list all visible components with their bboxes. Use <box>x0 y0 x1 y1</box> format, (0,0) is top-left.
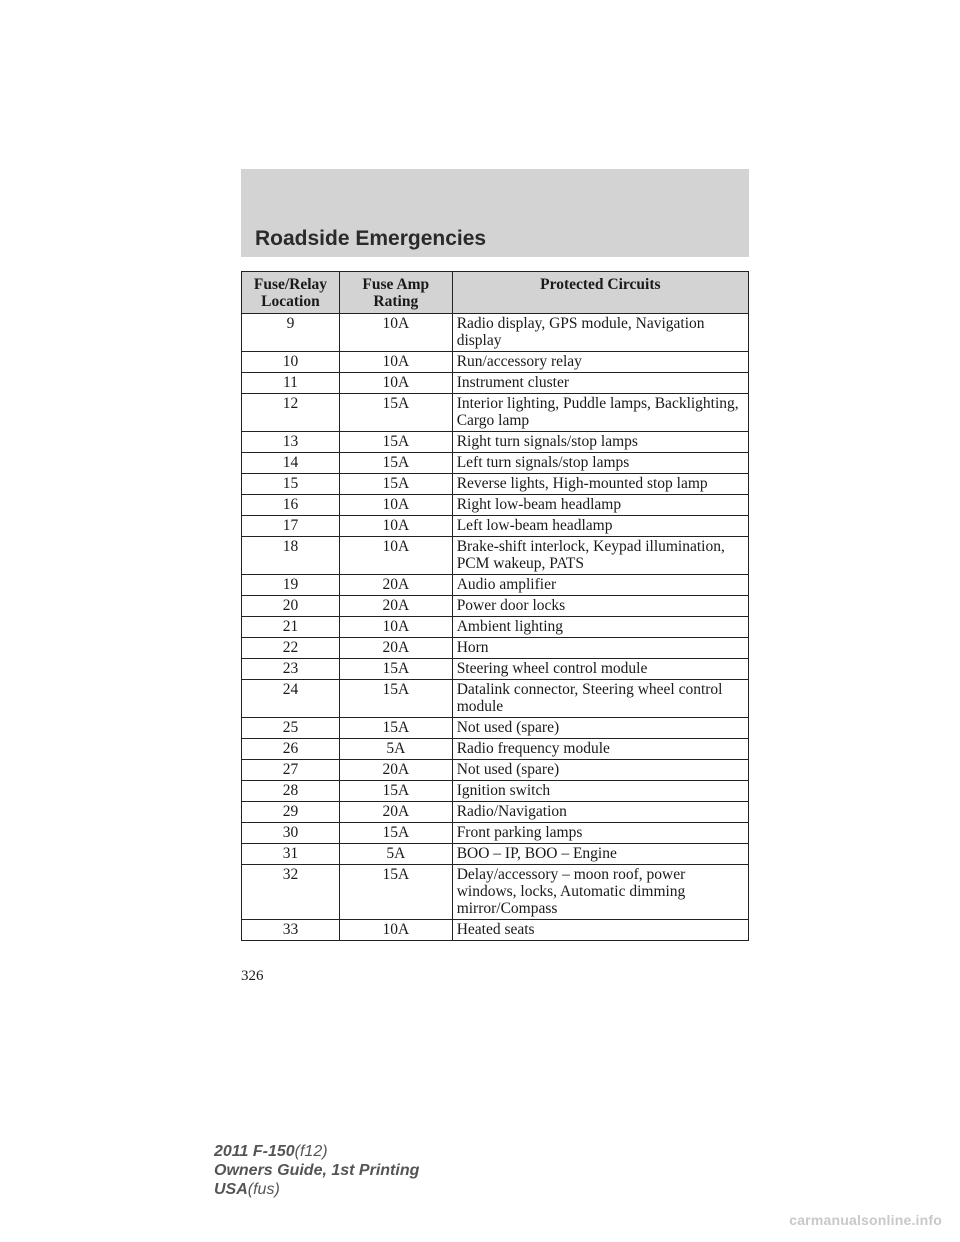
cell-circuits: Right low-beam headlamp <box>452 495 748 516</box>
cell-circuits: Horn <box>452 638 748 659</box>
cell-location: 22 <box>242 638 340 659</box>
cell-rating: 10A <box>339 516 452 537</box>
cell-circuits: Left low-beam headlamp <box>452 516 748 537</box>
cell-rating: 10A <box>339 537 452 575</box>
cell-rating: 10A <box>339 495 452 516</box>
cell-location: 12 <box>242 394 340 432</box>
table-row <box>242 352 749 373</box>
table-row <box>242 575 749 596</box>
cell-rating: 5A <box>339 844 452 865</box>
cell-location: 23 <box>242 659 340 680</box>
table-row <box>242 474 749 495</box>
footer-line-2: Owners Guide, 1st Printing <box>214 1162 420 1179</box>
cell-rating: 15A <box>339 432 452 453</box>
cell-rating: 15A <box>339 823 452 844</box>
cell-rating: 10A <box>339 373 452 394</box>
table-row <box>242 537 749 575</box>
cell-circuits: Radio display, GPS module, Navigation display <box>452 314 748 352</box>
cell-rating: 10A <box>339 314 452 352</box>
cell-location: 31 <box>242 844 340 865</box>
cell-location: 28 <box>242 781 340 802</box>
cell-location: 11 <box>242 373 340 394</box>
cell-rating: 15A <box>339 781 452 802</box>
footer-line-1: 2011 F-150(f12) <box>214 1143 328 1160</box>
cell-rating: 20A <box>339 575 452 596</box>
cell-rating: 15A <box>339 453 452 474</box>
table-row <box>242 432 749 453</box>
table-row <box>242 453 749 474</box>
cell-location: 20 <box>242 596 340 617</box>
cell-rating: 20A <box>339 638 452 659</box>
table-row <box>242 844 749 865</box>
table-row <box>242 680 749 718</box>
table-row <box>242 495 749 516</box>
watermark: carmanualsonline.info <box>789 1212 942 1228</box>
header-circuits: Protected Circuits <box>452 272 748 314</box>
cell-location: 16 <box>242 495 340 516</box>
table-header-row <box>242 272 749 314</box>
cell-location: 33 <box>242 920 340 941</box>
footer-line-3: USA(fus) <box>214 1181 280 1198</box>
cell-location: 13 <box>242 432 340 453</box>
table-row <box>242 659 749 680</box>
cell-circuits: Right turn signals/stop lamps <box>452 432 748 453</box>
table-row <box>242 823 749 844</box>
cell-location: 9 <box>242 314 340 352</box>
header-rating: Fuse Amp Rating <box>339 272 452 314</box>
cell-rating: 15A <box>339 718 452 739</box>
cell-rating: 15A <box>339 865 452 920</box>
cell-location: 10 <box>242 352 340 373</box>
cell-circuits: Power door locks <box>452 596 748 617</box>
cell-circuits: Left turn signals/stop lamps <box>452 453 748 474</box>
cell-rating: 10A <box>339 352 452 373</box>
table-row <box>242 718 749 739</box>
cell-circuits: Front parking lamps <box>452 823 748 844</box>
cell-location: 14 <box>242 453 340 474</box>
table-row <box>242 781 749 802</box>
table-row <box>242 394 749 432</box>
cell-circuits: Run/accessory relay <box>452 352 748 373</box>
cell-rating: 20A <box>339 802 452 823</box>
table-row <box>242 596 749 617</box>
cell-rating: 20A <box>339 760 452 781</box>
cell-circuits: Reverse lights, High-mounted stop lamp <box>452 474 748 495</box>
cell-rating: 15A <box>339 659 452 680</box>
cell-location: 30 <box>242 823 340 844</box>
cell-rating: 10A <box>339 617 452 638</box>
table-row <box>242 865 749 920</box>
table-row <box>242 739 749 760</box>
footer <box>214 1142 419 1199</box>
table-row <box>242 314 749 352</box>
section-title: Roadside Emergencies <box>255 227 487 250</box>
cell-circuits: Datalink connector, Steering wheel control module <box>452 680 748 718</box>
cell-location: 19 <box>242 575 340 596</box>
table-row <box>242 802 749 823</box>
table-row <box>242 920 749 941</box>
cell-rating: 5A <box>339 739 452 760</box>
cell-circuits: Radio frequency module <box>452 739 748 760</box>
cell-circuits: Radio/Navigation <box>452 802 748 823</box>
page-number: 326 <box>241 968 264 984</box>
cell-location: 24 <box>242 680 340 718</box>
cell-location: 32 <box>242 865 340 920</box>
table-row <box>242 373 749 394</box>
cell-rating: 15A <box>339 474 452 495</box>
cell-circuits: Not used (spare) <box>452 760 748 781</box>
cell-circuits: Steering wheel control module <box>452 659 748 680</box>
cell-circuits: Ignition switch <box>452 781 748 802</box>
cell-location: 15 <box>242 474 340 495</box>
section-header-band <box>241 169 749 257</box>
table-row <box>242 617 749 638</box>
cell-location: 18 <box>242 537 340 575</box>
header-location: Fuse/Relay Location <box>242 272 340 314</box>
cell-location: 27 <box>242 760 340 781</box>
cell-rating: 15A <box>339 394 452 432</box>
cell-circuits: Delay/accessory – moon roof, power windows, locks, Automatic dimming mirror/Compass <box>452 865 748 920</box>
table-row <box>242 638 749 659</box>
cell-circuits: Audio amplifier <box>452 575 748 596</box>
cell-circuits: Interior lighting, Puddle lamps, Backlighting, Cargo lamp <box>452 394 748 432</box>
cell-rating: 20A <box>339 596 452 617</box>
cell-location: 21 <box>242 617 340 638</box>
cell-circuits: Brake-shift interlock, Keypad illumination, PCM wakeup, PATS <box>452 537 748 575</box>
cell-rating: 10A <box>339 920 452 941</box>
cell-location: 25 <box>242 718 340 739</box>
cell-location: 17 <box>242 516 340 537</box>
cell-circuits: Not used (spare) <box>452 718 748 739</box>
fuse-table <box>241 271 749 941</box>
cell-rating: 15A <box>339 680 452 718</box>
cell-circuits: BOO – IP, BOO – Engine <box>452 844 748 865</box>
table-body <box>242 314 749 941</box>
cell-circuits: Heated seats <box>452 920 748 941</box>
cell-circuits: Instrument cluster <box>452 373 748 394</box>
cell-circuits: Ambient lighting <box>452 617 748 638</box>
table-row <box>242 760 749 781</box>
table-row <box>242 516 749 537</box>
cell-location: 26 <box>242 739 340 760</box>
cell-location: 29 <box>242 802 340 823</box>
